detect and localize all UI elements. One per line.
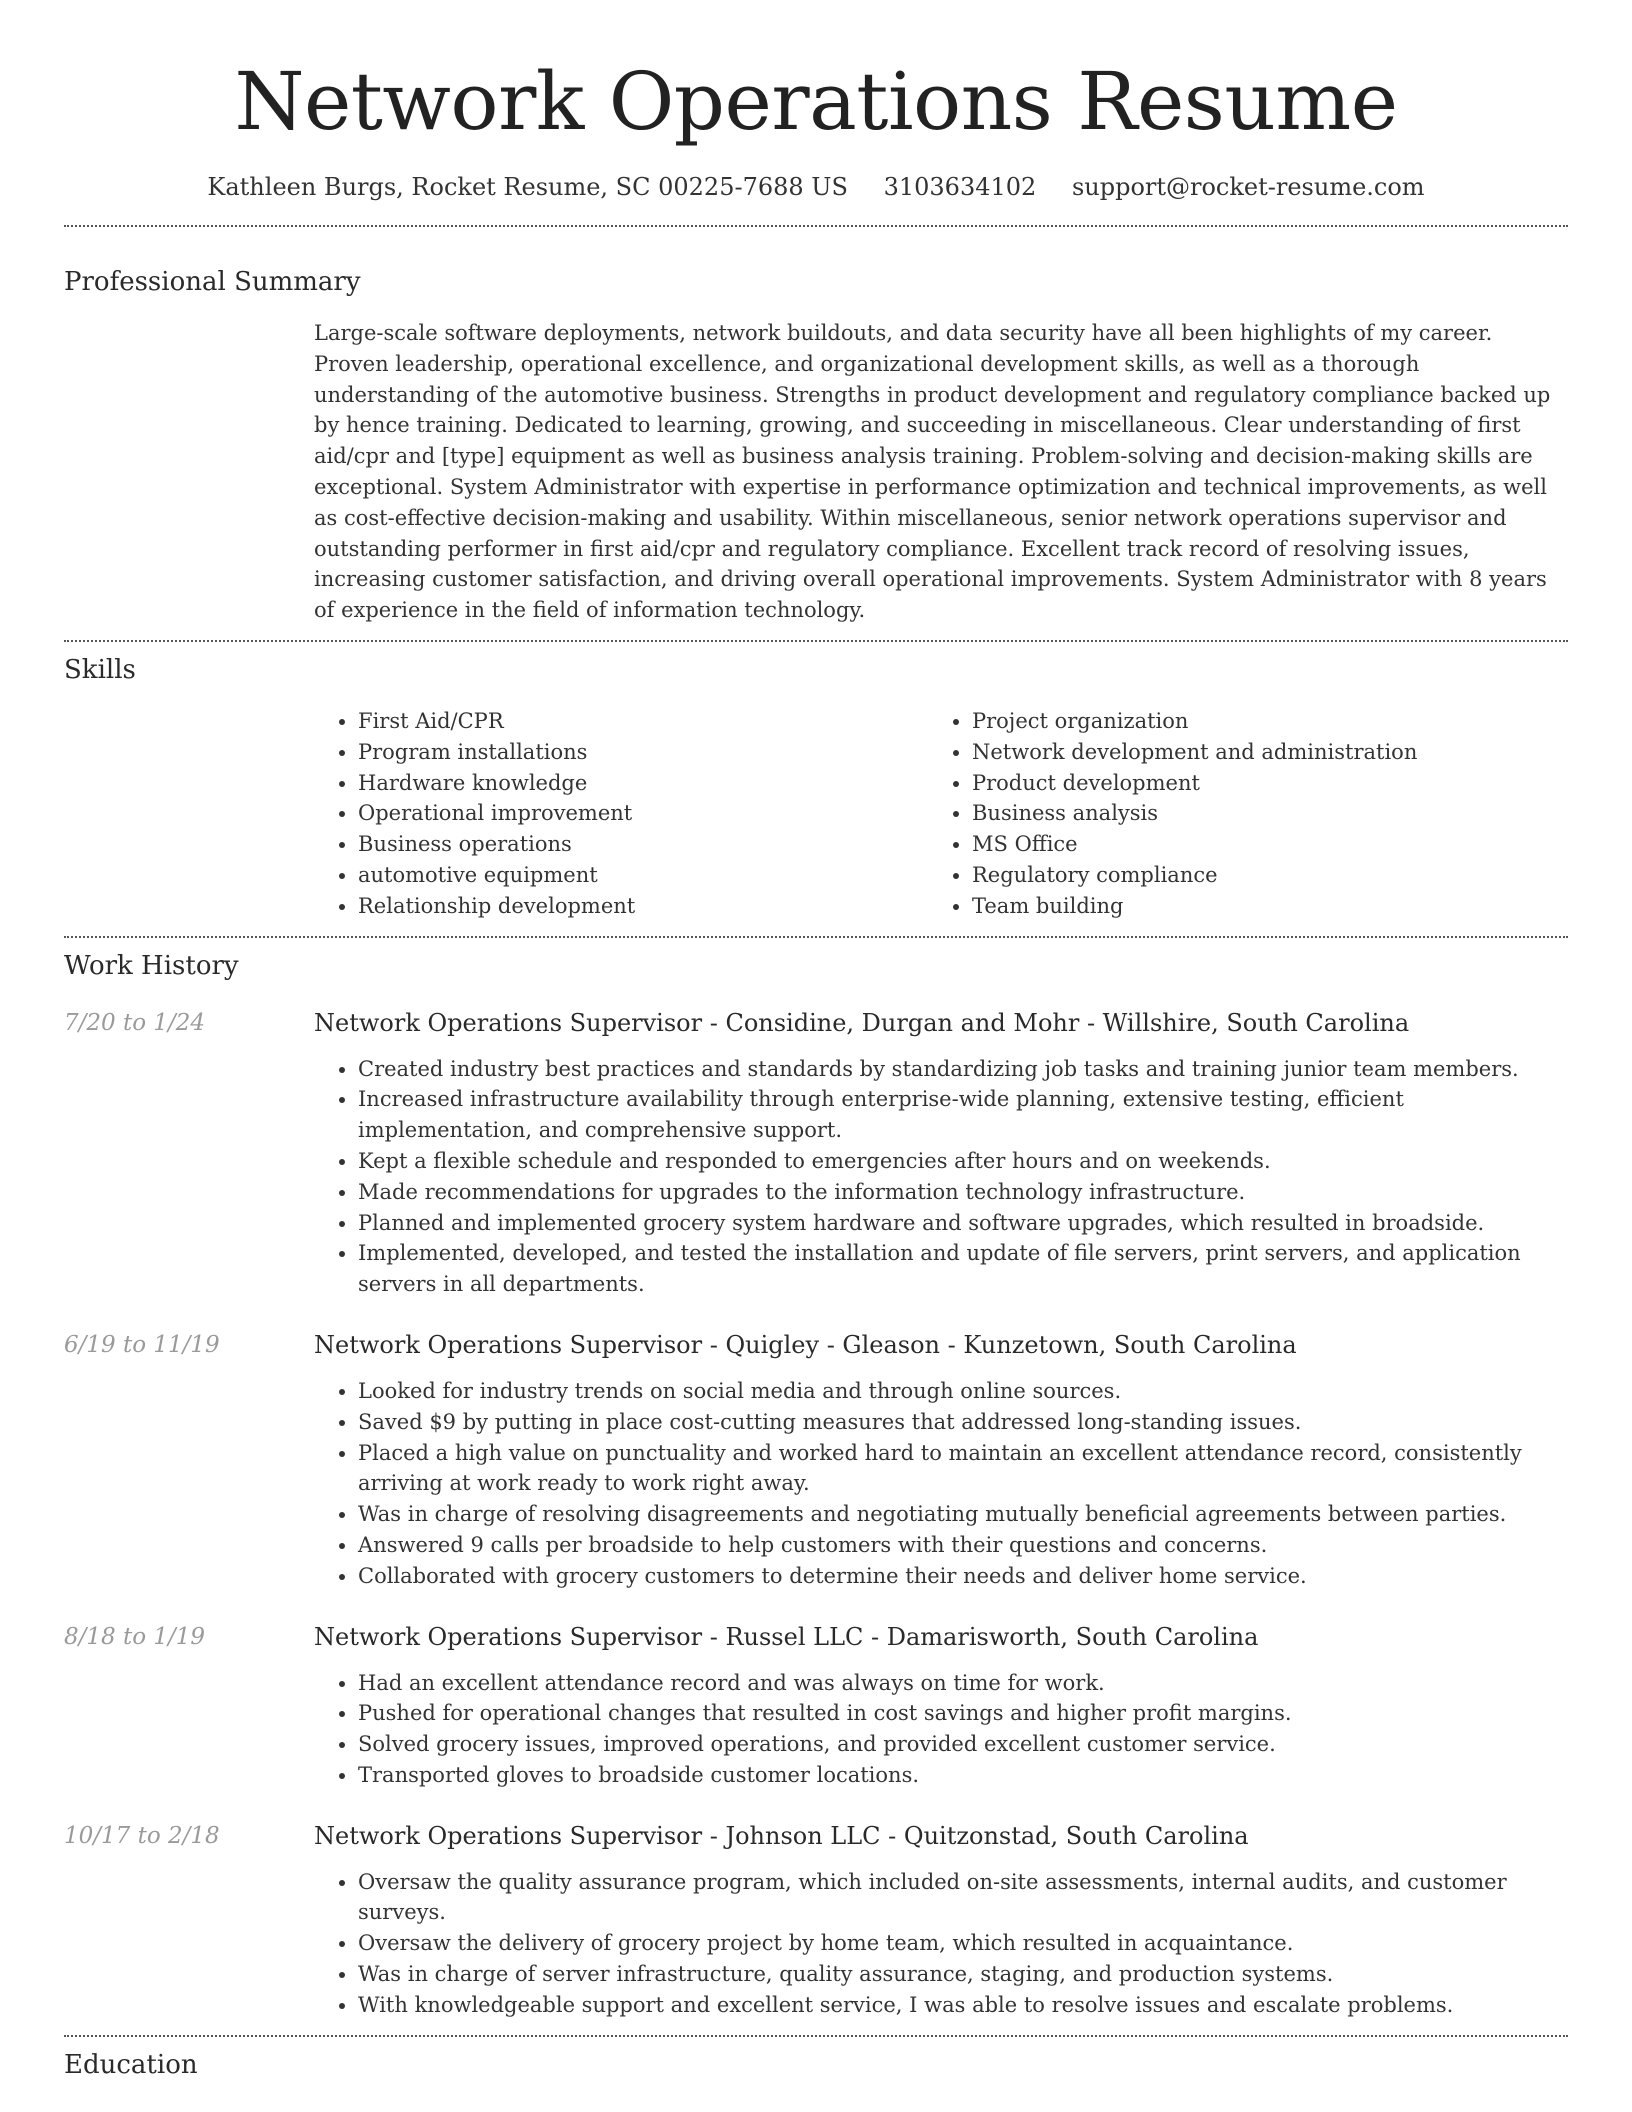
contact-line: [64, 170, 1568, 204]
skills-column-right: [928, 706, 1542, 922]
job-bullets: [314, 1867, 1568, 2021]
job-bullet: • Planned and implemented grocery system hardware and software upgrades, which resulted in broadside.: [358, 1208, 1568, 1239]
job-bullet: • Solved grocery issues, improved operations, and provided excellent customer service.: [358, 1729, 1568, 1760]
skill-item: • Business analysis: [972, 798, 1542, 829]
summary-text: Large-scale software deployments, network buildouts, and data security have all been highlights of my career. Proven leadership, operational excellence, and organizational development skills, as well as a thorough understanding of the automotive business. Strengths in product development and regulatory compliance backed up by hence training. Dedicated to learning, growing, and succeeding in miscellaneous. Clear understanding of first aid/cpr and [type] equipment as well as business analysis training. Problem-solving and decision-making skills are exceptional. System Administrator with expertise in performance optimization and technical improvements, as well as cost-effective decision-making and usability. Within miscellaneous, senior network operations supervisor and outstanding performer in first aid/cpr and regulatory compliance. Excellent track record of resolving issues, increasing customer satisfaction, and driving overall operational improvements. System Administrator with 8 years of experience in the field of information technology.: [314, 321, 1551, 623]
summary-heading: Professional Summary: [64, 267, 361, 297]
divider: [64, 936, 1568, 938]
job-body: [314, 1329, 1568, 1592]
job-dates: 10/17 to 2/18: [64, 1822, 220, 1849]
job-bullet: • Oversaw the quality assurance program, which included on-site assessments, internal audits, and customer surveys.: [358, 1867, 1568, 1929]
job-entry: [64, 1621, 1568, 1791]
skill-item: • Hardware knowledge: [358, 768, 928, 799]
contact-phone: 3103634102: [883, 173, 1037, 201]
job-entry: [64, 1329, 1568, 1592]
job-entry: [64, 1820, 1568, 2021]
contact-email: support@rocket-resume.com: [1071, 173, 1425, 201]
skill-item: • Business operations: [358, 829, 928, 860]
job-bullet: • Was in charge of resolving disagreements and negotiating mutually beneficial agreements between parties.: [358, 1499, 1568, 1530]
job-entry: [64, 1007, 1568, 1300]
skill-item: • Operational improvement: [358, 798, 928, 829]
skills-heading: Skills: [64, 654, 136, 685]
job-bullets: [314, 1668, 1568, 1791]
skill-item: • Project organization: [972, 706, 1542, 737]
job-bullet: • Pushed for operational changes that resulted in cost savings and higher profit margins.: [358, 1698, 1568, 1729]
job-bullet: • Created industry best practices and standards by standardizing job tasks and training junior team members.: [358, 1054, 1568, 1085]
job-bullet: • Kept a flexible schedule and responded to emergencies after hours and on weekends.: [358, 1146, 1568, 1177]
skill-item: • Relationship development: [358, 891, 928, 922]
skills-list: [314, 706, 1568, 922]
skill-item: • Regulatory compliance: [972, 860, 1542, 891]
divider: [64, 225, 1568, 227]
skill-item: • automotive equipment: [358, 860, 928, 891]
job-bullets: [314, 1054, 1568, 1300]
skill-item: • Product development: [972, 768, 1542, 799]
job-body: [314, 1007, 1568, 1300]
job-bullet: • Placed a high value on punctuality and worked hard to maintain an excellent attendance record, consistently arriving at work ready to work right away.: [358, 1438, 1568, 1500]
job-title: Network Operations Supervisor - Russel LLC - Damarisworth, South Carolina: [314, 1622, 1259, 1651]
job-body: [314, 1820, 1568, 2021]
skill-item: • Program installations: [358, 737, 928, 768]
education-heading: Education: [64, 2049, 198, 2080]
job-bullet: • Increased infrastructure availability through enterprise-wide planning, extensive testing, efficient implementation, and comprehensive support.: [358, 1084, 1568, 1146]
resume-title: Network Operations Resume: [234, 55, 1398, 148]
job-bullet: • Looked for industry trends on social media and through online sources.: [358, 1376, 1568, 1407]
job-dates: 8/18 to 1/19: [64, 1623, 206, 1650]
job-body: [314, 1621, 1568, 1791]
job-bullet: • Oversaw the delivery of grocery project by home team, which resulted in acquaintance.: [358, 1928, 1568, 1959]
job-title: Network Operations Supervisor - Quigley - Gleason - Kunzetown, South Carolina: [314, 1330, 1297, 1359]
skill-item: • Team building: [972, 891, 1542, 922]
contact-address: Kathleen Burgs, Rocket Resume, SC 00225-7688 US: [207, 173, 848, 201]
skill-item: • First Aid/CPR: [358, 706, 928, 737]
job-bullet: • Saved $9 by putting in place cost-cutting measures that addressed long-standing issues.: [358, 1407, 1568, 1438]
job-title: Network Operations Supervisor - Considine, Durgan and Mohr - Willshire, South Carolina: [314, 1008, 1410, 1037]
work-heading: Work History: [64, 950, 239, 981]
job-dates: 7/20 to 1/24: [64, 1009, 206, 1036]
job-bullet: • Made recommendations for upgrades to the information technology infrastructure.: [358, 1177, 1568, 1208]
job-bullet: • Collaborated with grocery customers to determine their needs and deliver home service.: [358, 1561, 1568, 1592]
job-bullet: • Was in charge of server infrastructure, quality assurance, staging, and production systems.: [358, 1959, 1568, 1990]
job-bullets: [314, 1376, 1568, 1592]
skill-item: • MS Office: [972, 829, 1542, 860]
resume-page: [64, 0, 1568, 2082]
job-bullet: • Answered 9 calls per broadside to help customers with their questions and concerns.: [358, 1530, 1568, 1561]
job-dates: 6/19 to 11/19: [64, 1331, 220, 1358]
job-bullet: • Had an excellent attendance record and was always on time for work.: [358, 1668, 1568, 1699]
divider: [64, 640, 1568, 642]
divider: [64, 2035, 1568, 2037]
skill-item: • Network development and administration: [972, 737, 1542, 768]
job-bullet: • With knowledgeable support and excellent service, I was able to resolve issues and escalate problems.: [358, 1990, 1568, 2021]
skills-column-left: [314, 706, 928, 922]
job-title: Network Operations Supervisor - Johnson LLC - Quitzonstad, South Carolina: [314, 1821, 1249, 1850]
job-bullet: • Transported gloves to broadside customer locations.: [358, 1760, 1568, 1791]
job-bullet: • Implemented, developed, and tested the installation and update of file servers, print servers, and application servers in all departments.: [358, 1238, 1568, 1300]
